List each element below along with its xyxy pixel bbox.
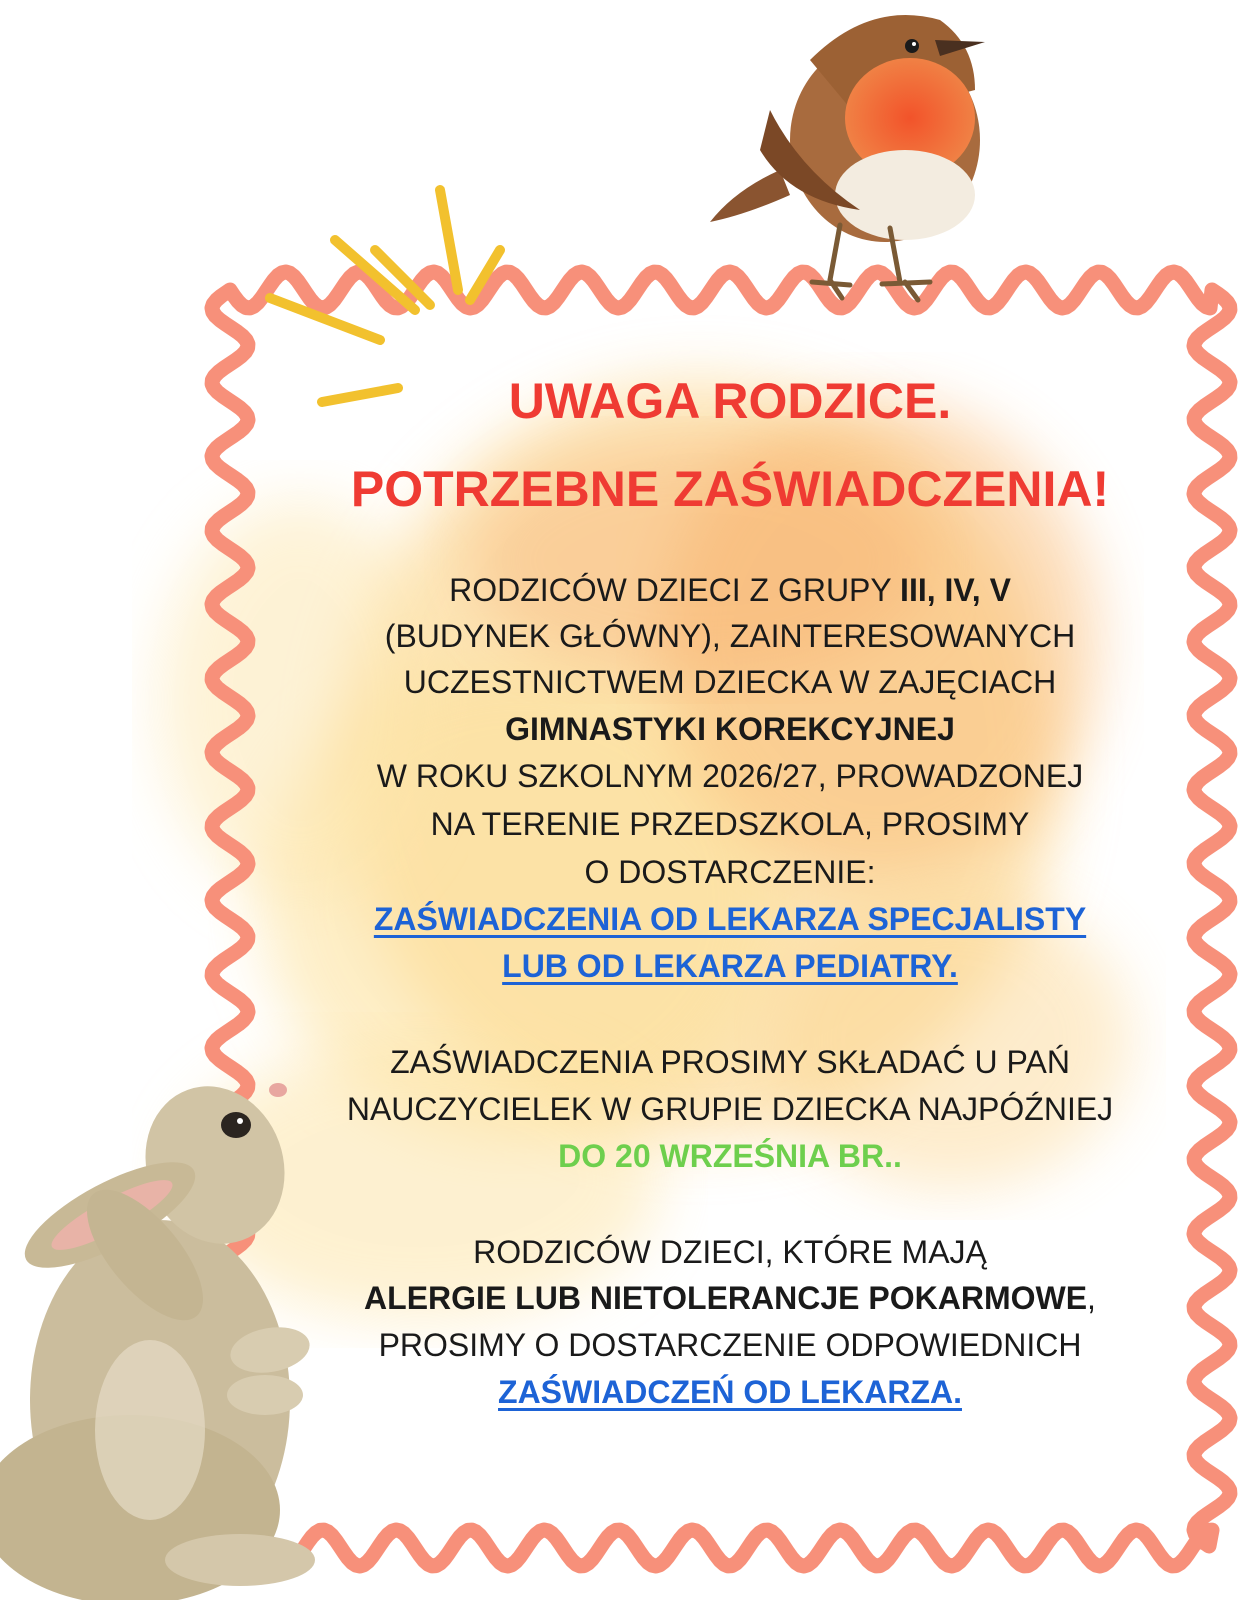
s1-line-1 [260,568,1200,612]
s1-line-7: O DOSTARCZENIE: [584,854,876,890]
s1-line-6: NA TERENIE PRZEDSZKOLA, PROSIMY [430,806,1030,842]
groups-label: III, IV, V [900,572,1011,608]
s1-line-2: (BUDYNEK GŁÓWNY), ZAINTERESOWANYCH [384,618,1076,654]
s3-line-2 [260,1276,1200,1320]
s3-line-1: RODZICÓW DZIECI, KTÓRE MAJĄ [473,1234,987,1270]
allergies-label: ALERGIE LUB NIETOLERANCJE POKARMOWE [364,1280,1088,1316]
s1-line-1-text: RODZICÓW DZIECI Z GRUPY [449,572,901,608]
s2-line-2: NAUCZYCIELEK W GRUPIE DZIECKA NAJPÓŹNIEJ [346,1091,1114,1127]
s1-line-4: GIMNASTYKI KOREKCYJNEJ [505,711,955,747]
doctor-certificate-link[interactable]: ZAŚWIADCZEŃ OD LEKARZA. [498,1374,962,1410]
s2-line-1: ZAŚWIADCZENIA PROSIMY SKŁADAĆ U PAŃ [390,1044,1070,1080]
robin-illustration [710,15,985,300]
title-line-1: UWAGA RODZICE. [508,373,952,429]
certificate-link-line-2[interactable] [260,944,1200,988]
doctor-link-line[interactable] [260,1370,1200,1414]
s1-line-5: W ROKU SZKOLNYM 2026/27, PROWADZONEJ [376,758,1084,794]
allergies-comma: , [1087,1280,1096,1316]
s1-line-3: UCZESTNICTWEM DZIECKA W ZAJĘCIACH [403,664,1057,700]
deadline-text: DO 20 WRZEŚNIA BR.. [558,1138,902,1174]
s3-line-3: PROSIMY O DOSTARCZENIE ODPOWIEDNICH [378,1327,1082,1363]
certificate-link-line-1[interactable] [260,897,1200,941]
specialist-certificate-link[interactable]: ZAŚWIADCZENIA OD LEKARZA SPECJALISTY [373,901,1087,937]
title-line-2: POTRZEBNE ZAŚWIADCZENIA! [350,461,1110,517]
pediatrician-certificate-link[interactable]: LUB OD LEKARZA PEDIATRY. [502,948,958,984]
